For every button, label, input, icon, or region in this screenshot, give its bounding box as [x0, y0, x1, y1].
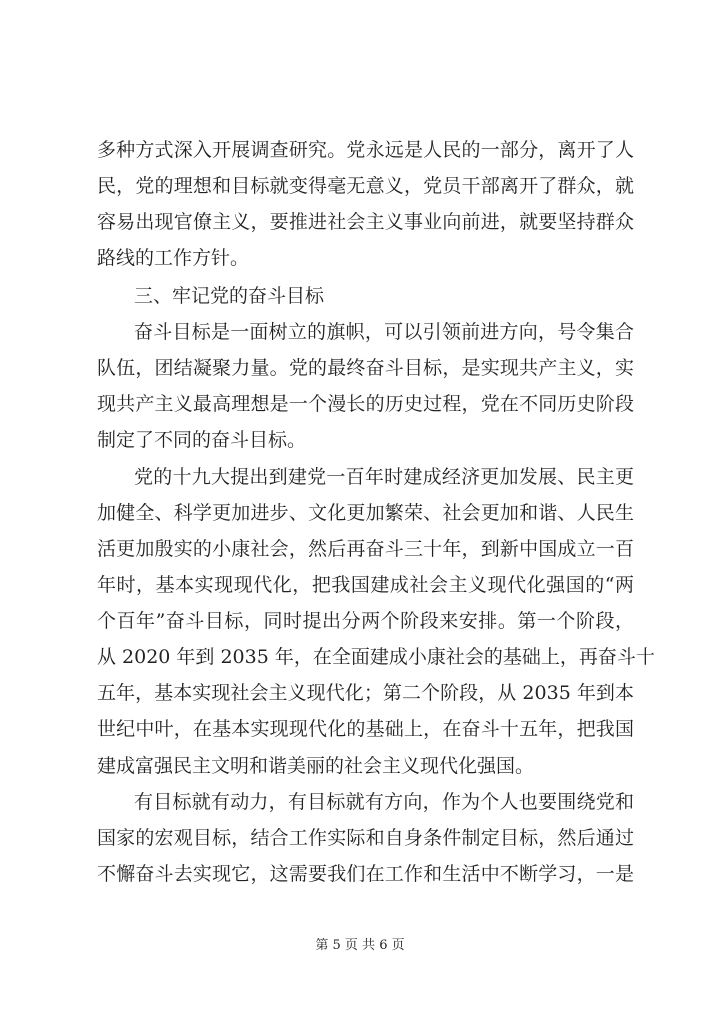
text-line: 有目标就有动力，有目标就有方向，作为个人也要围绕党和: [134, 791, 634, 813]
text-line: 个百年”奋斗目标，同时提出分两个阶段来安排。第一个阶段，: [97, 610, 634, 632]
text-line: 不懈奋斗去实现它，这需要我们在工作和生活中不断学习，一是: [97, 863, 634, 885]
text-line: 活更加殷实的小康社会，然后再奋斗三十年，到新中国成立一百: [97, 538, 634, 560]
text-line: 五年，基本实现社会主义现代化；第二个阶段，从 2035 年到本: [97, 682, 634, 704]
text-line: 从 2020 年到 2035 年，在全面建成小康社会的基础上，再奋斗十: [97, 646, 655, 668]
text-line: 多种方式深入开展调查研究。党永远是人民的一部分，离开了人: [97, 139, 634, 161]
text-line: 奋斗目标是一面树立的旗帜，可以引领前进方向，号令集合: [134, 321, 634, 343]
text-line: 世纪中叶，在基本实现现代化的基础上，在奋斗十五年，把我国: [97, 718, 634, 740]
page-footer: 第 5 页 共 6 页: [315, 938, 405, 953]
text-line: 党的十九大提出到建党一百年时建成经济更加发展、民主更: [134, 466, 634, 488]
text-line: 容易出现官僚主义，要推进社会主义事业向前进，就要坚持群众: [97, 211, 634, 233]
text-line: 制定了不同的奋斗目标。: [97, 429, 307, 451]
text-line: 现共产主义最高理想是一个漫长的历史过程，党在不同历史阶段: [97, 393, 634, 415]
text-line: 队伍，团结凝聚力量。党的最终奋斗目标，是实现共产主义，实: [97, 357, 634, 379]
text-line: 加健全、科学更加进步、文化更加繁荣、社会更加和谐、人民生: [97, 502, 634, 524]
text-line: 年时，基本实现现代化，把我国建成社会主义现代化强国的“两: [97, 574, 634, 596]
section-heading: 三、牢记党的奋斗目标: [134, 285, 325, 307]
text-line: 建成富强民主文明和谐美丽的社会主义现代化强国。: [97, 755, 535, 777]
text-line: 路线的工作方针。: [97, 247, 250, 269]
text-line: 国家的宏观目标，结合工作实际和自身条件制定目标，然后通过: [97, 827, 634, 849]
text-line: 民，党的理想和目标就变得毫无意义，党员干部离开了群众，就: [97, 175, 634, 197]
